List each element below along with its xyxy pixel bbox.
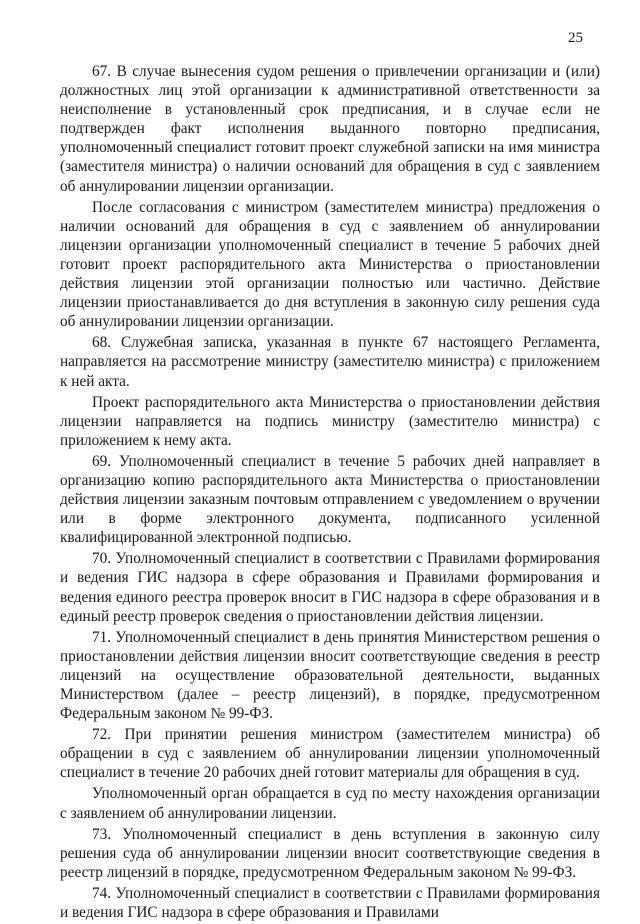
document-body	[60, 62, 600, 924]
paragraph-72: 72. При принятии решения министром (заместителем министра) об обращении в суд с заявлением об аннулировании лицензии уполномоченный специалист в течение 20 рабочих дней готовит материалы для обращения в суд.	[60, 726, 600, 782]
paragraph-67: 67. В случае вынесения судом решения о привлечении организации и (или) должностных лиц этой организации к административной ответственности за неисполнение в установленный срок предписания, и в случае если не подтвержден факт исполнения выданного повторно предписания, уполномоченный специалист готовит проект служебной записки на имя министра (заместителя министра) о наличии оснований для обращения в суд с заявлением об аннулировании лицензии организации.	[60, 63, 600, 195]
paragraph-68: 68. Служебная записка, указанная в пункте 67 настоящего Регламента, направляется на рассмотрение министру (заместителю министра) с приложением к ней акта.	[60, 334, 600, 390]
paragraph-72-court: Уполномоченный орган обращается в суд по месту нахождения организации с заявлением об аннулировании лицензии.	[60, 785, 600, 822]
page-number: 25	[568, 30, 583, 46]
paragraph-73: 73. Уполномоченный специалист в день вступления в законную силу решения суда об аннулировании лицензии вносит соответствующие сведения в реестр лицензий в порядке, предусмотренном Федеральным законом № 99-ФЗ.	[60, 825, 600, 881]
paragraph-67-approval: После согласования с министром (заместителем министра) предложения о наличии оснований для обращения в суд с заявлением об аннулировании лицензии организации уполномоченный специалист в течение 5 рабочих дней готовит проект распорядительного акта Министерства о приостановлении действия лицензии этой организации полностью или частично. Действие лицензии приостанавливается до дня вступления в законную силу решения суда об аннулировании лицензии организации.	[60, 198, 600, 331]
paragraph-69: 69. Уполномоченный специалист в течение 5 рабочих дней направляет в организацию копию распорядительного акта Министерства о приостановлении действия лицензии заказным почтовым отправлением с уведомлением о вручении или в форме электронного документа, подписанного усиленной квалифицированной электронной подписью.	[60, 452, 600, 547]
paragraph-70: 70. Уполномоченный специалист в соответствии с Правилами формирования и ведения ГИС надзора в сфере образования и Правилами формирования и ведения единого реестра проверок вносит в ГИС надзора в сфере образования и в единый реестр проверок сведения о приостановлении действия лицензии.	[60, 550, 600, 625]
paragraph-71: 71. Уполномоченный специалист в день принятия Министерством решения о приостановлении действия лицензии вносит соответствующие сведения в реестр лицензий на осуществление образовательной деятельности, выданных Министерством (далее – реестр лицензий), в порядке, предусмотренном Федеральным законом № 99-ФЗ.	[60, 628, 600, 723]
paragraph-68-draft: Проект распорядительного акта Министерства о приостановлении действия лицензии направляется на подпись министру (заместителю министра) с приложением к нему акта.	[60, 393, 600, 449]
paragraph-74: 74. Уполномоченный специалист в соответствии с Правилами формирования и ведения ГИС надзора в сфере образования и Правилами	[60, 884, 600, 922]
